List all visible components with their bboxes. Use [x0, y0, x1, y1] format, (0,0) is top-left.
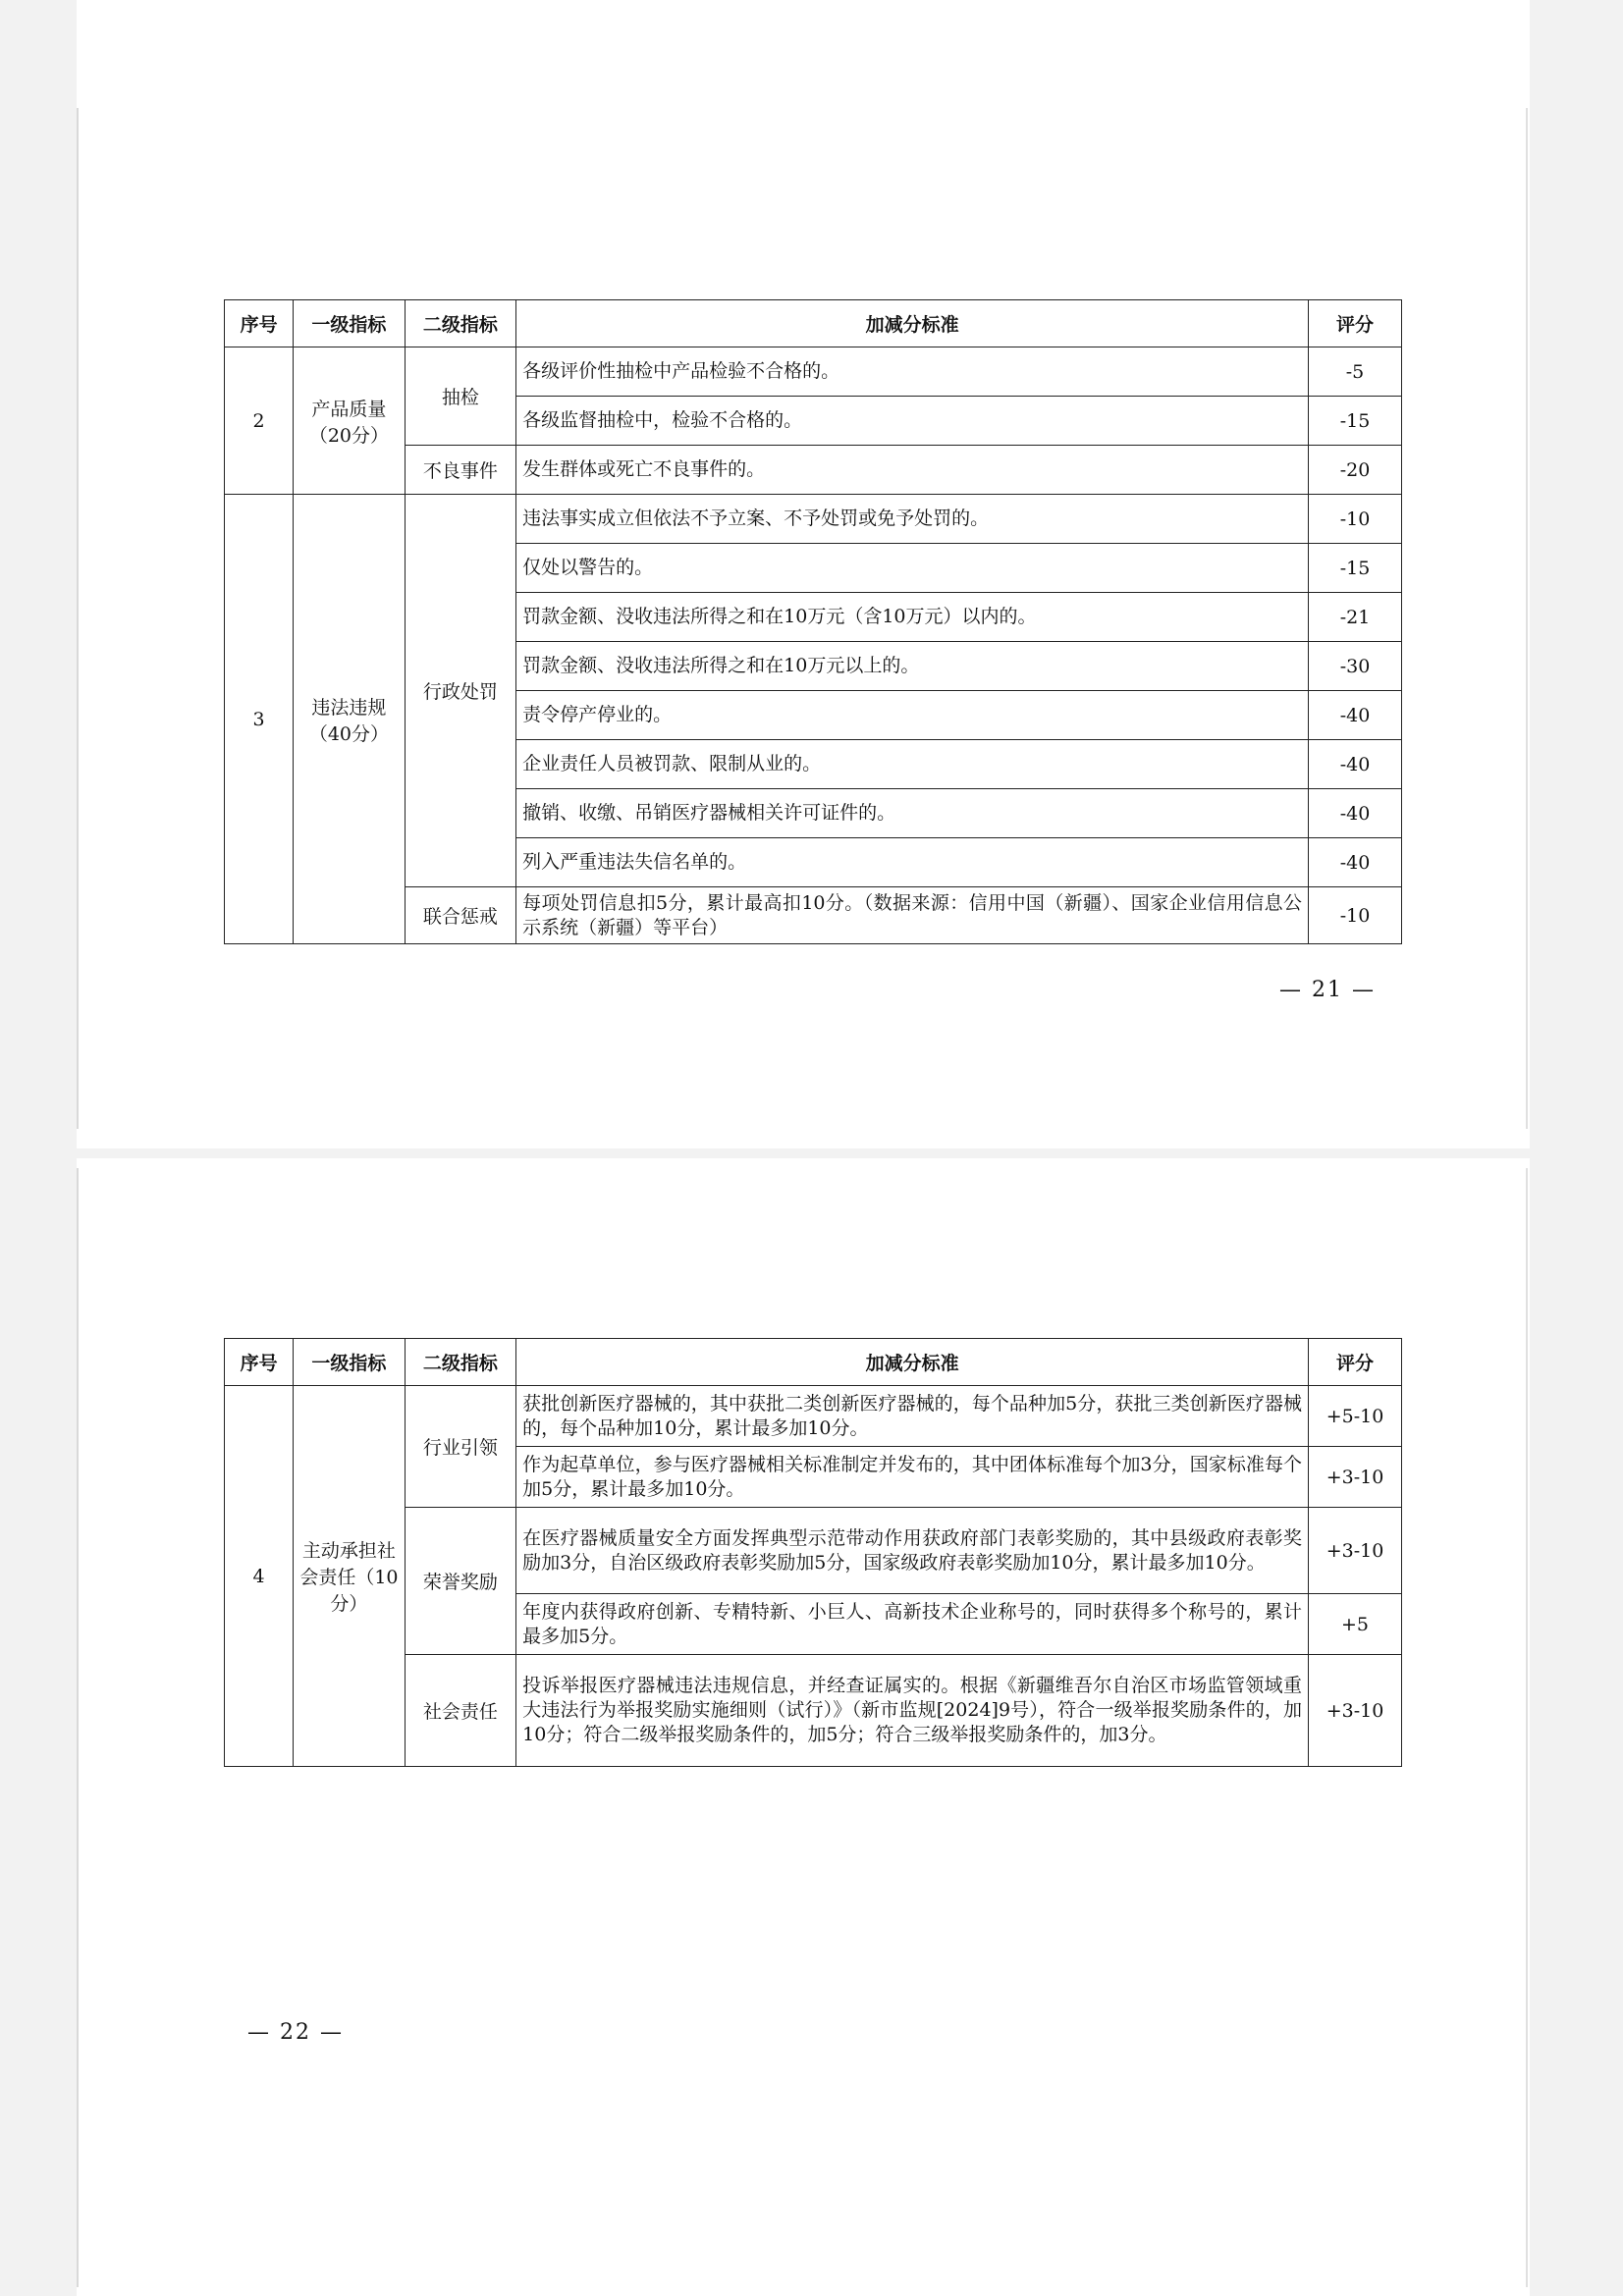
score-cell: -40: [1309, 691, 1402, 740]
score-cell: +3-10: [1309, 1508, 1402, 1594]
criteria-cell: 在医疗器械质量安全方面发挥典型示范带动作用获政府部门表彰奖励的，其中县级政府表彰奖励加3分，自治区级政府表彰奖励加5分，国家级政府表彰奖励加10分，累计最多加10分。: [516, 1508, 1309, 1594]
criteria-cell: 获批创新医疗器械的，其中获批二类创新医疗器械的，每个品种加5分，获批三类创新医疗器械的，每个品种加10分，累计最多加10分。: [516, 1386, 1309, 1447]
criteria-cell: 作为起草单位，参与医疗器械相关标准制定并发布的，其中团体标准每个加3分，国家标准每个加5分，累计最多加10分。: [516, 1447, 1309, 1508]
score-cell: -40: [1309, 838, 1402, 887]
criteria-cell: 年度内获得政府创新、专精特新、小巨人、高新技术企业称号的，同时获得多个称号的，累计最多加5分。: [516, 1594, 1309, 1655]
level1-indicator: 主动承担社会责任（10分）: [294, 1386, 406, 1767]
score-cell: -40: [1309, 789, 1402, 838]
criteria-cell: 列入严重违法失信名单的。: [516, 838, 1309, 887]
header-level1: 一级指标: [294, 1339, 406, 1386]
header-level2: 二级指标: [405, 300, 516, 347]
criteria-cell: 违法事实成立但依法不予立案、不予处罚或免予处罚的。: [516, 495, 1309, 544]
page-edge-right: [1526, 1168, 1528, 2287]
score-cell: -15: [1309, 544, 1402, 593]
table-row: [225, 1386, 1402, 1447]
score-cell: -10: [1309, 495, 1402, 544]
level2-indicator: 行政处罚: [405, 495, 516, 887]
level2-indicator: 联合惩戒: [405, 887, 516, 944]
page-edge-left: [77, 108, 79, 1129]
score-cell: -20: [1309, 446, 1402, 495]
evaluation-table-2: [224, 1338, 1402, 1767]
score-cell: -30: [1309, 642, 1402, 691]
header-no: 序号: [225, 300, 294, 347]
header-criteria: 加减分标准: [516, 300, 1309, 347]
level1-indicator: 产品质量（20分）: [294, 347, 406, 495]
evaluation-table-1: [224, 299, 1402, 944]
row-no: 3: [225, 495, 294, 944]
criteria-cell: 每项处罚信息扣5分，累计最高扣10分。（数据来源：信用中国（新疆）、国家企业信用信息公示系统（新疆）等平台）: [516, 887, 1309, 944]
score-cell: +5-10: [1309, 1386, 1402, 1447]
score-cell: -15: [1309, 397, 1402, 446]
score-cell: +3-10: [1309, 1447, 1402, 1508]
criteria-cell: 投诉举报医疗器械违法违规信息，并经查证属实的。根据《新疆维吾尔自治区市场监管领域重大违法行为举报奖励实施细则（试行）》（新市监规[2024]9号），符合一级举报奖励条件的，加10分；符合二级举报奖励条件的，加5分；符合三级举报奖励条件的，加3分。: [516, 1655, 1309, 1767]
level2-indicator: 抽检: [405, 347, 516, 446]
row-no: 4: [225, 1386, 294, 1767]
score-cell: -5: [1309, 347, 1402, 397]
criteria-cell: 罚款金额、没收违法所得之和在10万元（含10万元）以内的。: [516, 593, 1309, 642]
criteria-cell: 各级监督抽检中，检验不合格的。: [516, 397, 1309, 446]
criteria-cell: 企业责任人员被罚款、限制从业的。: [516, 740, 1309, 789]
table-header-row: [225, 300, 1402, 347]
criteria-cell: 发生群体或死亡不良事件的。: [516, 446, 1309, 495]
level2-indicator: 社会责任: [405, 1655, 516, 1767]
score-cell: +5: [1309, 1594, 1402, 1655]
page-edge-right: [1526, 108, 1528, 1129]
header-score: 评分: [1309, 1339, 1402, 1386]
criteria-cell: 撤销、收缴、吊销医疗器械相关许可证件的。: [516, 789, 1309, 838]
header-level2: 二级指标: [405, 1339, 516, 1386]
table-row: [225, 347, 1402, 397]
score-cell: +3-10: [1309, 1655, 1402, 1767]
criteria-cell: 罚款金额、没收违法所得之和在10万元以上的。: [516, 642, 1309, 691]
score-cell: -10: [1309, 887, 1402, 944]
criteria-cell: 责令停产停业的。: [516, 691, 1309, 740]
header-no: 序号: [225, 1339, 294, 1386]
header-level1: 一级指标: [294, 300, 406, 347]
page-number-21: — 21 —: [1279, 978, 1376, 1002]
score-cell: -21: [1309, 593, 1402, 642]
page-number-22: — 22 —: [247, 2020, 344, 2045]
criteria-cell: 仅处以警告的。: [516, 544, 1309, 593]
header-criteria: 加减分标准: [516, 1339, 1309, 1386]
level2-indicator: 不良事件: [405, 446, 516, 495]
table-row: [225, 495, 1402, 544]
header-score: 评分: [1309, 300, 1402, 347]
table-header-row: [225, 1339, 1402, 1386]
score-cell: -40: [1309, 740, 1402, 789]
level1-indicator: 违法违规（40分）: [294, 495, 406, 944]
page-edge-left: [77, 1168, 79, 2287]
level2-indicator: 行业引领: [405, 1386, 516, 1508]
row-no: 2: [225, 347, 294, 495]
criteria-cell: 各级评价性抽检中产品检验不合格的。: [516, 347, 1309, 397]
level2-indicator: 荣誉奖励: [405, 1508, 516, 1655]
